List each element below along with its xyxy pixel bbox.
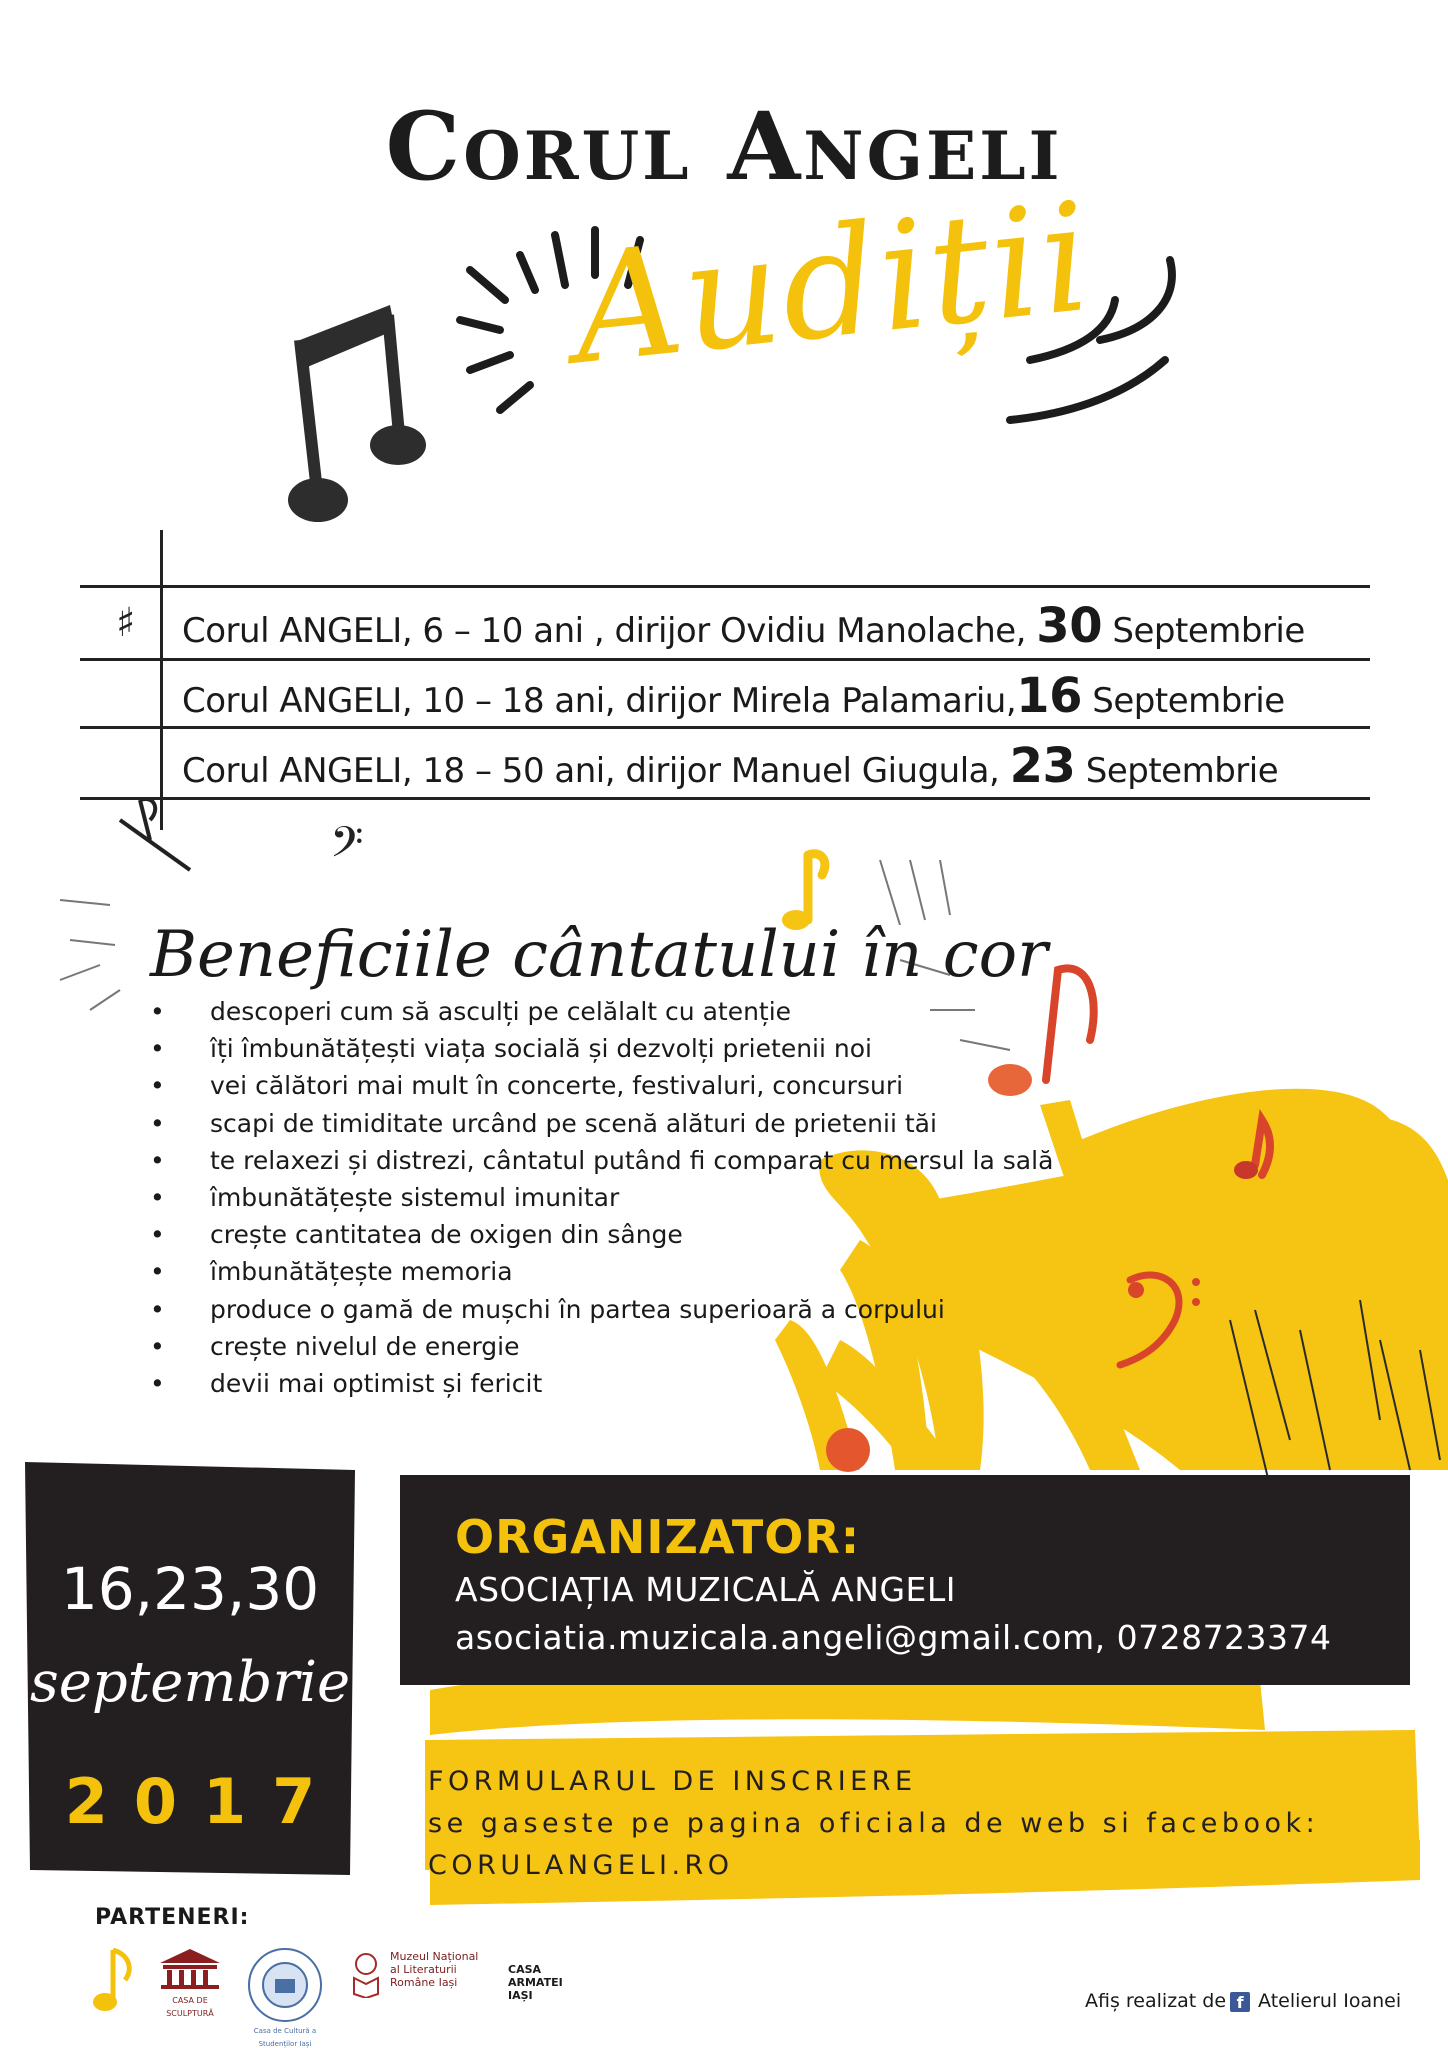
sharp-icon: ♯ <box>116 600 136 646</box>
poster-credit <box>1085 1990 1401 2012</box>
registration-line: FORMULARUL DE INSCRIERE <box>428 1766 917 1797</box>
music-note-icon <box>288 305 426 522</box>
staff-bar <box>160 530 163 830</box>
poster: Corul Angeli Audiții ♯ 𝄢 Corul ANGELI, 6 – 10 ani , dirijor Ovidiu Manolache, 30 Septembrie Corul ANGELI, 10 – 18 ani, dirijor Mirela Palamariu,16 Septembrie Corul ANGELI, 18 – 50 ani, dirijor Manuel Giugula, 23 Septembrie Beneficiile cântatului în cor • descoperi cum să asculți pe celălalt cu atenție • îți îmbunătățești viața socială și dezvolți prietenii noi • vei călători mai mult în concerte, festivaluri, concursuri • scapi de timiditate urcând pe scenă alături de prietenii tăi • te relaxezi și distrezi, cântatul putând fi comparat cu mersul la sală • îmbunătățește sistemul imunitar • crește cantitatea de oxigen din sânge • îmbunătățește memoria • produce o gamă de mușchi în partea superioară a corpului • crește nivelul de energie • devii mai optimist și fericit 16,23,30 septembrie 2017 ORGANIZATOR: ASOCIAȚIA MUZICALĂ ANGELI asociatia.muzicala.angeli@gmail.com, 0728723374 FORMULARUL DE INSCRIERE se gaseste pe pagina oficiala de web si facebook: CORULANGELI.RO PARTENERI: CASA DE SCULPTURĂ Casa de Cultură a Studenților Iași Muzeul Național al Literaturii Române Iași CASA ARMATEI IAȘI Afiș realizat de f Atelierul Ioanei <box>0 0 1448 2048</box>
schedule-day: 16 <box>1016 668 1082 724</box>
schedule-choir: Corul ANGELI, 10 – 18 ani, dirijor Mirela Palamariu, <box>182 681 1017 721</box>
building-icon <box>155 1945 225 1990</box>
registration-website-link[interactable]: CORULANGELI.RO <box>428 1850 734 1881</box>
staff-line <box>80 585 1370 588</box>
angeli-logo-icon <box>85 1940 135 2030</box>
organizer-contact[interactable]: asociatia.muzicala.angeli@gmail.com, 0728723374 <box>455 1618 1332 1657</box>
list-item: • produce o gamă de mușchi în partea superioară a corpului <box>150 1291 1053 1328</box>
schedule-row <box>182 668 1285 724</box>
schedule-choir: Corul ANGELI, 18 – 50 ani, dirijor Manuel Giugula, <box>182 751 1000 791</box>
benefits-list <box>150 993 1053 1402</box>
staff-line <box>80 726 1370 729</box>
schedule-day: 30 <box>1036 598 1103 654</box>
audition-heading: Audiții <box>565 170 1100 399</box>
list-item: • descoperi cum să asculți pe celălalt cu atenție <box>150 993 1053 1030</box>
bass-clef-icon: 𝄢 <box>330 818 364 878</box>
list-item: • devii mai optimist și fericit <box>150 1365 1053 1402</box>
schedule-choir: Corul ANGELI, 6 – 10 ani , dirijor Ovidiu Manolache, <box>182 611 1026 651</box>
list-item: • scapi de timiditate urcând pe scenă alături de prietenii tăi <box>150 1105 1053 1142</box>
date-days: 16,23,30 <box>60 1555 320 1623</box>
staff-line <box>80 658 1370 661</box>
schedule-month: Septembrie <box>1092 681 1285 721</box>
benefits-title: Beneficiile cântatului în cor <box>150 918 1048 992</box>
schedule-row <box>182 598 1305 654</box>
partner-logo-student-culture-house: Casa de Cultură a Studenților Iași <box>245 1945 325 2025</box>
registration-line: se gaseste pe pagina oficiala de web si facebook: <box>428 1808 1320 1839</box>
organizer-label: ORGANIZATOR: <box>455 1510 861 1564</box>
organizer-name: ASOCIAȚIA MUZICALĂ ANGELI <box>455 1570 956 1609</box>
book-emblem-icon <box>348 1948 384 1998</box>
list-item: • îmbunătățește sistemul imunitar <box>150 1179 1053 1216</box>
schedule-month: Septembrie <box>1112 611 1305 651</box>
credit-author: Atelierul Ioanei <box>1258 1990 1402 2012</box>
staff-line <box>80 797 1370 800</box>
schedule-row <box>182 738 1278 794</box>
list-item: • îmbunătățește memoria <box>150 1253 1053 1290</box>
partners-label: PARTENERI: <box>95 1905 250 1930</box>
credit-prefix: Afiș realizat de <box>1085 1990 1227 2012</box>
list-item: • crește cantitatea de oxigen din sânge <box>150 1216 1053 1253</box>
list-item: • te relaxezi și distrezi, cântatul putând fi comparat cu mersul la sală <box>150 1142 1053 1179</box>
schedule-day: 23 <box>1009 738 1076 794</box>
date-year: 2017 <box>64 1765 342 1838</box>
partner-logo-army-house: CASA ARMATEI IAȘI <box>508 1963 563 2002</box>
date-month: septembrie <box>30 1650 351 1715</box>
circle-emblem-icon <box>245 1945 325 2025</box>
list-item: • vei călători mai mult în concerte, festivaluri, concursuri <box>150 1067 1053 1104</box>
schedule-month: Septembrie <box>1085 751 1279 791</box>
list-item: • crește nivelul de energie <box>150 1328 1053 1365</box>
list-item: • îți îmbunătățești viața socială și dezvolți prietenii noi <box>150 1030 1053 1067</box>
partner-logo-sculpture: CASA DE SCULPTURĂ <box>155 1945 225 2020</box>
facebook-icon[interactable]: f <box>1230 1992 1250 2012</box>
poster-title: Corul Angeli <box>385 92 1063 202</box>
